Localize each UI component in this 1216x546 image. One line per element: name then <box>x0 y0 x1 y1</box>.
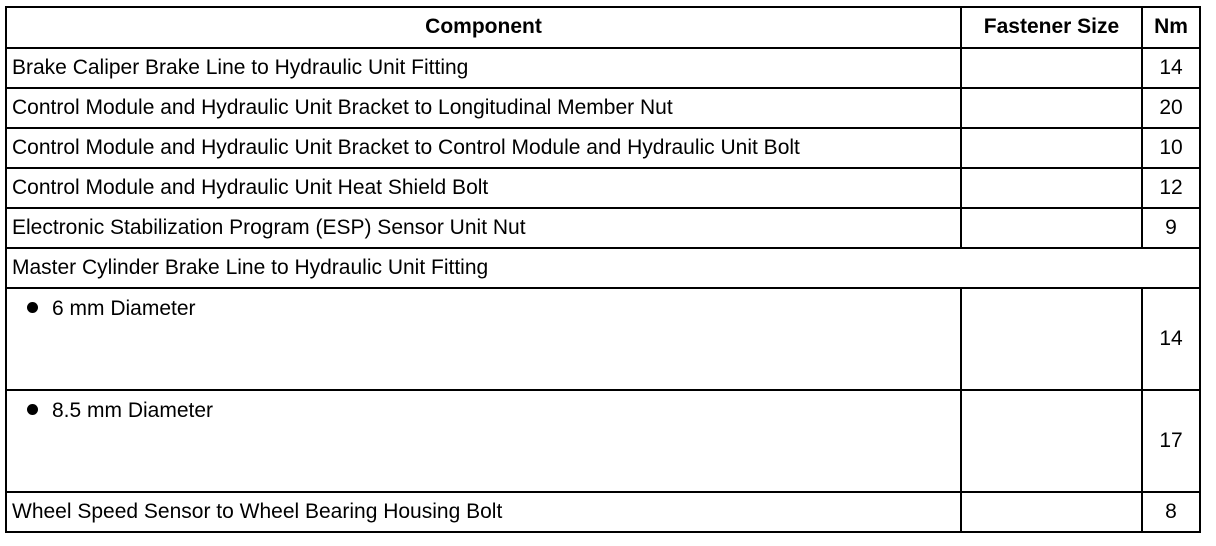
table-row <box>6 492 1200 532</box>
component-cell <box>6 390 961 492</box>
nm-cell: 20 <box>1142 88 1200 128</box>
nm-cell: 14 <box>1142 288 1200 390</box>
bullet-icon <box>27 404 38 415</box>
table-row <box>6 390 1200 492</box>
table-row <box>6 128 1200 168</box>
header-fastener-size: Fastener Size <box>961 7 1142 48</box>
nm-cell: 9 <box>1142 208 1200 248</box>
component-cell: Electronic Stabilization Program (ESP) Sensor Unit Nut <box>6 208 961 248</box>
component-cell: Control Module and Hydraulic Unit Heat Shield Bolt <box>6 168 961 208</box>
header-component: Component <box>6 7 961 48</box>
nm-cell: 12 <box>1142 168 1200 208</box>
component-cell: Control Module and Hydraulic Unit Bracket to Control Module and Hydraulic Unit Bolt <box>6 128 961 168</box>
fastener-size-cell <box>961 88 1142 128</box>
component-cell: Brake Caliper Brake Line to Hydraulic Unit Fitting <box>6 48 961 88</box>
nm-cell: 17 <box>1142 390 1200 492</box>
component-cell: Wheel Speed Sensor to Wheel Bearing Housing Bolt <box>6 492 961 532</box>
table-row <box>6 88 1200 128</box>
component-label: 8.5 mm Diameter <box>52 399 214 422</box>
nm-cell: 10 <box>1142 128 1200 168</box>
fastener-size-cell <box>961 168 1142 208</box>
fastener-size-cell <box>961 128 1142 168</box>
header-nm: Nm <box>1142 7 1200 48</box>
nm-cell: 14 <box>1142 48 1200 88</box>
table-group-row <box>6 248 1200 288</box>
torque-spec-table <box>5 6 1201 533</box>
component-cell <box>6 288 961 390</box>
fastener-size-cell <box>961 48 1142 88</box>
nm-cell: 8 <box>1142 492 1200 532</box>
table-header-row <box>6 7 1200 48</box>
bullet-icon <box>27 302 38 313</box>
fastener-size-cell <box>961 492 1142 532</box>
table-row <box>6 208 1200 248</box>
table-row <box>6 288 1200 390</box>
fastener-size-cell <box>961 208 1142 248</box>
group-heading-cell: Master Cylinder Brake Line to Hydraulic Unit Fitting <box>6 248 1200 288</box>
component-label: 6 mm Diameter <box>52 297 196 320</box>
fastener-size-cell <box>961 288 1142 390</box>
component-cell: Control Module and Hydraulic Unit Bracket to Longitudinal Member Nut <box>6 88 961 128</box>
torque-spec-table-wrapper <box>5 6 1201 533</box>
table-row <box>6 168 1200 208</box>
table-row <box>6 48 1200 88</box>
fastener-size-cell <box>961 390 1142 492</box>
